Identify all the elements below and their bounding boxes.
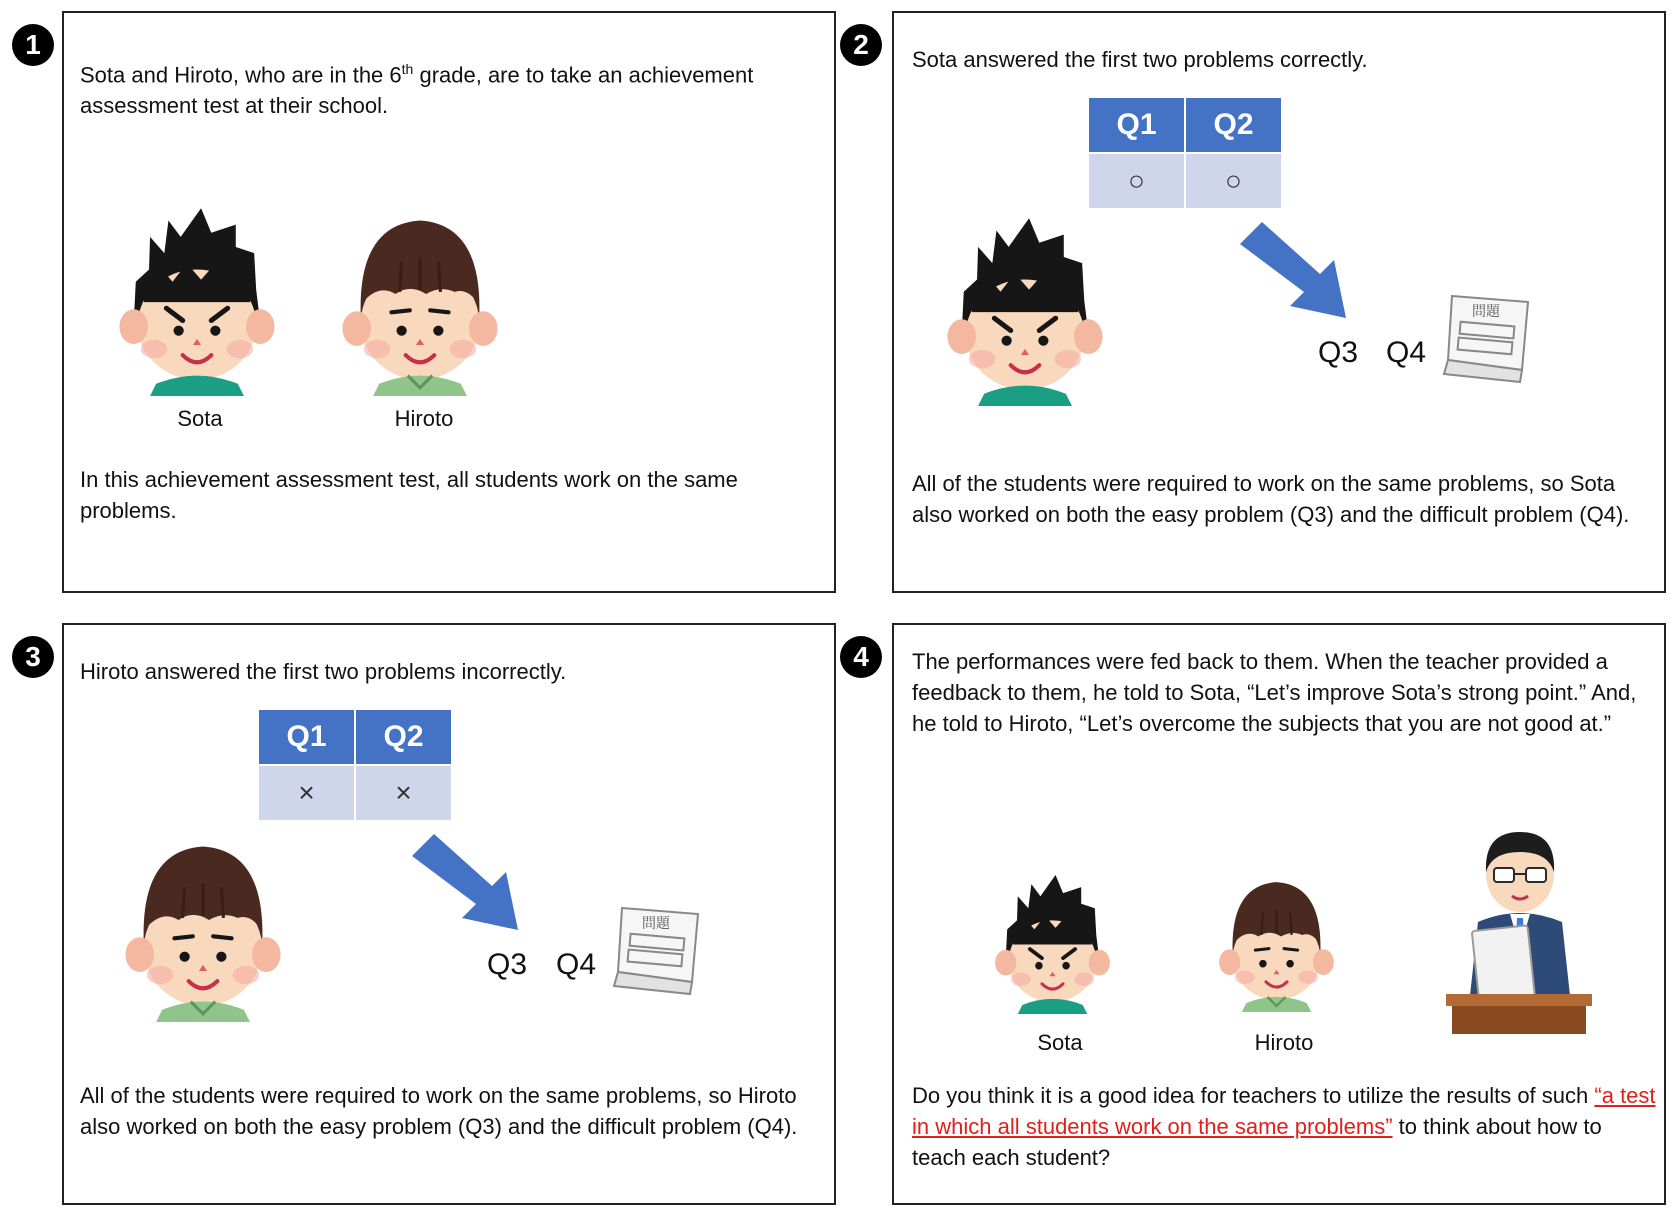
hiroto-illustration: [335, 196, 505, 396]
panel-2-bottom-text: All of the students were required to work on the same problems, so Sota also worked on both the easy problem (Q3) and the difficult problem (Q4).: [912, 471, 1630, 527]
panel-1-intro-superscript: th: [401, 61, 414, 77]
sota-illustration: [990, 866, 1115, 1014]
panel-number-4: 4: [840, 636, 882, 678]
q2-incorrect-mark: ×: [355, 765, 452, 821]
q2-correct-mark: ○: [1185, 153, 1282, 209]
sota-illustration: [940, 206, 1110, 406]
problem-sheet-label: 問題: [1472, 304, 1500, 320]
highlighted-phrase: “a test in which all students work on the same problems”: [912, 1083, 1656, 1139]
q1-header: Q1: [258, 709, 355, 765]
q3-label: Q3: [1318, 336, 1359, 369]
sota-label: Sota: [1037, 1030, 1083, 1055]
hiroto-label: Hiroto: [1254, 1030, 1314, 1055]
q1-correct-mark: ○: [1088, 153, 1185, 209]
q2-header: Q2: [355, 709, 452, 765]
hiroto-illustration: [118, 822, 288, 1022]
q2-header: Q2: [1185, 97, 1282, 153]
hiroto-label: Hiroto: [394, 406, 454, 431]
panel-3-bottom-text: All of the students were required to work on the same problems, so Hiroto also worked on both the easy problem (Q3) and the difficult problem (Q4).: [80, 1083, 798, 1139]
hiroto-results-table: [257, 708, 453, 822]
panel-3-intro-text: Hiroto answered the first two problems incorrectly.: [80, 659, 567, 684]
panel-4-intro-text: The performances were fed back to them. When the teacher provided a feedback to them, he told to Sota, “Let’s improve Sota’s strong point.” And, he told to Hiroto, “Let’s overcome the subjects that you are not good at.”: [912, 649, 1637, 736]
hiroto-illustration: [1214, 864, 1339, 1012]
panel-1-intro-part-b: grade, are to take an achievement assessment test at their school.: [80, 62, 754, 119]
panel-4-question-part-a: Do you think it is a good idea for teachers to utilize the results of such: [912, 1083, 1589, 1108]
teacher-illustration: [1444, 818, 1594, 1036]
panel-4-question-part-b: to think about how to teach each student?: [912, 1114, 1602, 1170]
panel-number-3: 3: [12, 636, 54, 678]
q4-label: Q4: [556, 948, 597, 981]
sota-illustration: [112, 196, 282, 396]
q4-label: Q4: [1386, 336, 1427, 369]
panel-1-bottom-text: In this achievement assessment test, all students work on the same problems.: [80, 467, 738, 523]
panel-4-question-text: [912, 1080, 1657, 1173]
problem-sheet-label: 問題: [642, 916, 670, 932]
panel-1-intro-part-a: Sota and Hiroto, who are in the 6: [80, 62, 402, 88]
panel-number-1: 1: [12, 24, 54, 66]
q1-header: Q1: [1088, 97, 1185, 153]
sota-results-table: [1087, 96, 1283, 210]
arrow-down-right-icon: [1240, 222, 1360, 322]
problem-sheet-icon: [606, 902, 706, 998]
q3-label: Q3: [487, 948, 528, 981]
arrow-down-right-icon: [412, 834, 532, 934]
panel-number-2: 2: [840, 24, 882, 66]
sota-label: Sota: [177, 406, 223, 431]
q1-incorrect-mark: ×: [258, 765, 355, 821]
panel-2-intro-text: Sota answered the first two problems correctly.: [912, 47, 1368, 72]
problem-sheet-icon: [1436, 290, 1536, 386]
panel-1-intro-text: [80, 54, 820, 121]
